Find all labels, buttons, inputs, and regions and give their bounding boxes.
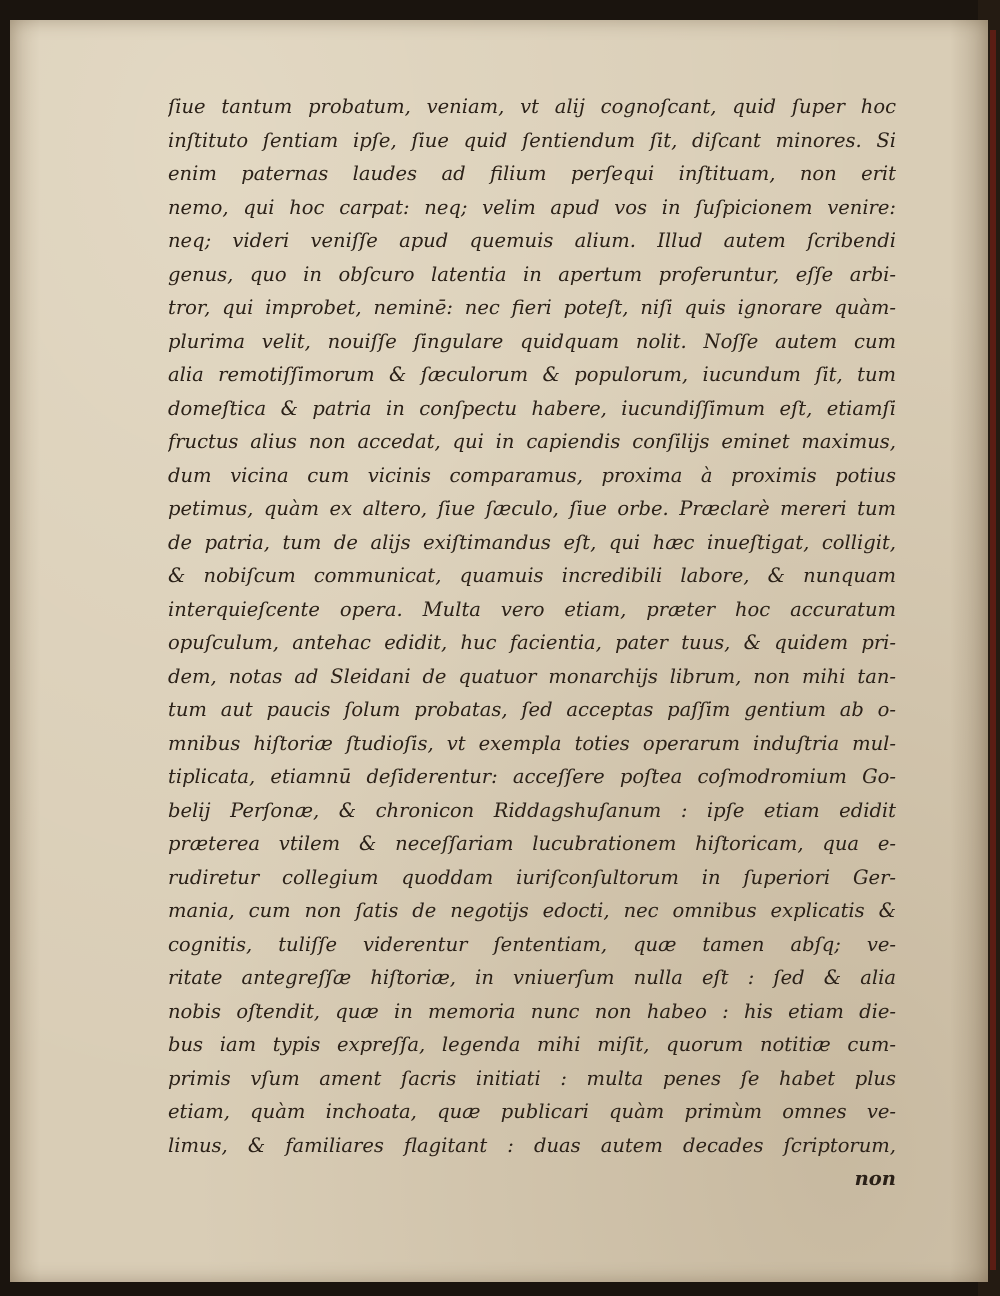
text-line: & nobiſcum communicat, quamuis incredibili labore, & nunquam: [168, 564, 896, 587]
catchword: non: [854, 1167, 896, 1190]
text-line: fructus alius non accedat, qui in capiendis conſilijs eminet maximus,: [168, 430, 896, 453]
text-line: mnibus hiſtoriæ ſtudioſis, vt exempla toties operarum induſtria mul-: [168, 731, 896, 755]
text-line: domeſtica & patria in conſpectu habere, iucundiſſimum eſt, etiamſi: [168, 396, 896, 420]
text-line: petimus, quàm ex altero, ſiue ſæculo, ſiue orbe. Præclarè mereri tum: [168, 497, 896, 520]
text-line: plurima velit, nouiſſe ſingulare quidquam nolit. Noſſe autem cum: [168, 329, 896, 353]
text-line: primis vſum ament ſacris initiati : multa penes ſe habet plus: [168, 1066, 896, 1090]
text-line: dum vicina cum vicinis comparamus, proxima à proximis potius: [168, 463, 896, 487]
text-line: limus, & familiares flagitant : duas autem decades ſcriptorum,: [168, 1133, 896, 1157]
text-line: etiam, quàm inchoata, quæ publicari quàm primùm omnes ve-: [168, 1100, 896, 1123]
page-text: [168, 90, 896, 1196]
text-line: inſtituto ſentiam ipſe, ſiue quid ſentiendum ſit, diſcant minores. Si: [168, 128, 896, 152]
text-line: tiplicata, etiamnū deſiderentur: acceſſere poſtea coſmodromium Go-: [168, 765, 896, 788]
text-line: præterea vtilem & neceſſariam lucubrationem hiſtoricam, qua e-: [168, 832, 896, 855]
text-line: genus, quo in obſcuro latentia in apertum proferuntur, eſſe arbi-: [168, 262, 896, 286]
text-line: cognitis, tuliſſe viderentur ſententiam, quæ tamen abſq; ve-: [168, 932, 896, 956]
text-line: alia remotiſſimorum & ſæculorum & populorum, iucundum ſit, tum: [168, 363, 896, 386]
text-line: de patria, tum de alijs exiſtimandus eſt, qui hæc inueſtigat, colligit,: [168, 530, 896, 554]
text-line: enim paternas laudes ad filium perſequi inſtituam, non erit: [168, 162, 896, 185]
text-line: dem, notas ad Sleidani de quatuor monarchijs librum, non mihi tan-: [168, 664, 896, 688]
text-line: rudiretur collegium quoddam iuriſconſultorum in ſuperiori Ger-: [168, 865, 896, 889]
text-line: nemo, qui hoc carpat: neq; velim apud vos in ſuſpicionem venire:: [168, 195, 896, 219]
text-line: belij Perſonæ, & chronicon Riddagshuſanum : ipſe etiam edidit: [168, 798, 896, 822]
text-line: tror, qui improbet, neminē: nec fieri poteſt, niſi quis ignorare quàm-: [168, 296, 896, 319]
text-line: bus iam typis expreſſa, legenda mihi miſit, quorum notitiæ cum-: [168, 1033, 896, 1056]
book-spine-strip: [990, 30, 996, 1270]
text-line: interquieſcente opera. Multa vero etiam, præter hoc accuratum: [168, 597, 896, 621]
text-line: opuſculum, antehac edidit, huc facientia, pater tuus, & quidem pri-: [168, 631, 896, 654]
text-line: ritate antegreſſæ hiſtoriæ, in vniuerſum nulla eſt : ſed & alia: [168, 966, 896, 989]
text-line: mania, cum non ſatis de negotijs edocti, nec omnibus explicatis &: [168, 899, 896, 922]
text-line: tum aut paucis ſolum probatas, ſed acceptas paſſim gentium ab o-: [168, 698, 896, 721]
text-line: nobis oſtendit, quæ in memoria nunc non habeo : his etiam die-: [168, 999, 896, 1023]
text-line: ſiue tantum probatum, veniam, vt alij cognoſcant, quid ſuper hoc: [168, 95, 896, 118]
book-page: [10, 20, 988, 1282]
text-line: neq; videri veniſſe apud quemuis alium. Illud autem ſcribendi: [168, 229, 896, 252]
